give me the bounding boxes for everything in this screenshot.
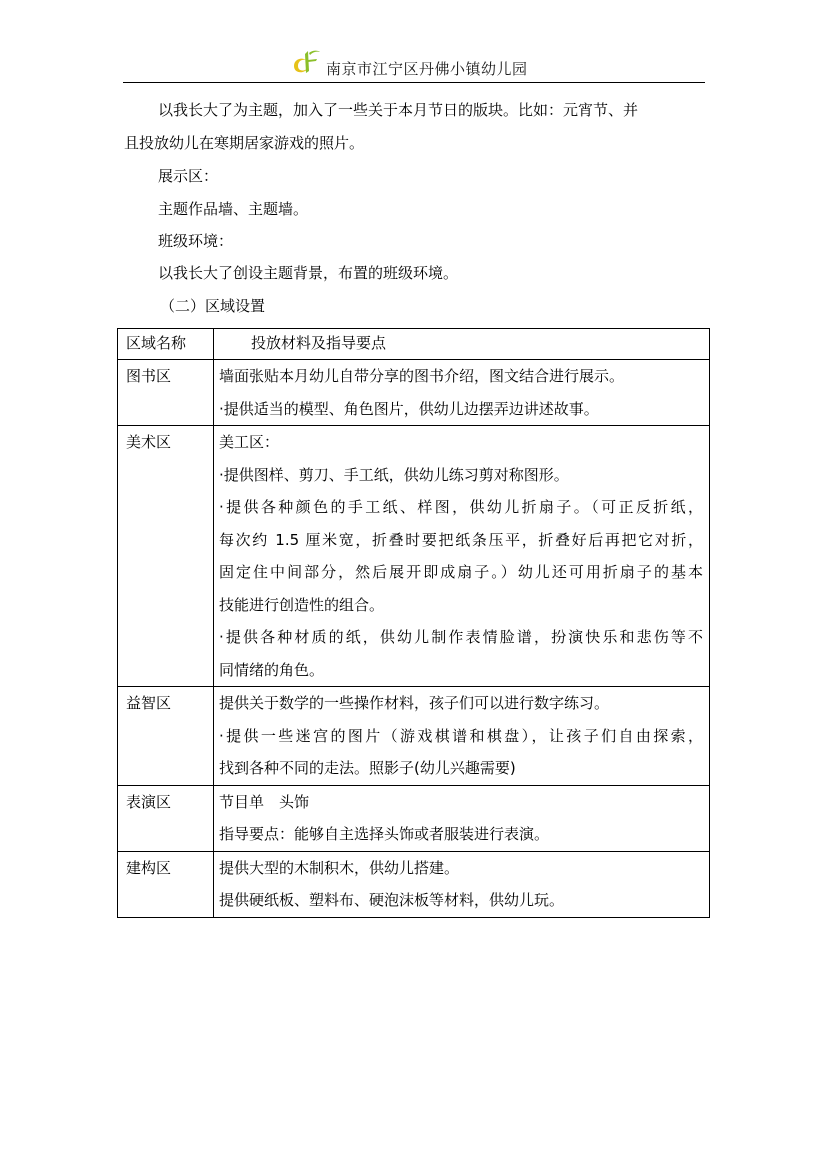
- content-line: 技能进行创造性的组合。: [219, 595, 385, 614]
- content-line: 找到各种不同的走法。照影子(幼儿兴趣需要): [219, 759, 516, 777]
- table-row: [118, 360, 710, 426]
- content-line: 每次约 1.5 厘米宽，折叠时要把纸条压平，折叠好后再把它对折，: [219, 530, 703, 549]
- table-header-row: [118, 329, 710, 360]
- content-line: 提供硬纸板、塑料布、硬泡沫板等材料，供幼儿玩。: [219, 891, 565, 909]
- area-name-cell: [118, 360, 214, 426]
- table-row: [118, 687, 710, 786]
- content-line: 节目单 头饰: [219, 792, 310, 811]
- area-name-cell: [118, 687, 214, 786]
- area-content-cell: [214, 687, 710, 786]
- paragraph-line: 班级环境：: [158, 232, 234, 250]
- content-line: 固定住中间部分，然后展开即成扇子。）幼儿还可用折扇子的基本: [219, 563, 703, 581]
- content-line: 指导要点：能够自主选择头饰或者服装进行表演。: [219, 825, 550, 843]
- area-content-cell: [214, 360, 710, 426]
- paragraph-line: 以我长大了创设主题背景，布置的班级环境。: [158, 264, 459, 282]
- content-line: 墙面张贴本月幼儿自带分享的图书介绍，图文结合进行展示。: [219, 367, 625, 385]
- content-line: 同情绪的角色。: [219, 660, 325, 679]
- area-name-cell: [118, 851, 214, 917]
- header-materials: 投放材料及指导要点: [251, 334, 387, 352]
- area-name: 美术区: [126, 433, 172, 451]
- area-name-cell: [118, 785, 214, 851]
- content-line: 提供关于数学的一些操作材料，孩子们可以进行数字练习。: [219, 694, 610, 712]
- area-name: 益智区: [126, 694, 172, 712]
- content-line: ·提供图样、剪刀、手工纸，供幼儿练习剪对称图形。: [219, 465, 569, 484]
- section-heading: （二）区域设置: [160, 297, 266, 315]
- content-line: ·提供各种颜色的手工纸、样图，供幼儿折扇子。（可正反折纸，: [219, 498, 703, 516]
- table-row: [118, 785, 710, 851]
- content-line: ·提供适当的模型、角色图片，供幼儿边摆弄边讲述故事。: [219, 399, 599, 418]
- area-content-cell: [214, 426, 710, 687]
- table-header-cell: [118, 329, 214, 360]
- area-name: 图书区: [126, 367, 172, 385]
- paragraph-line: 展示区：: [158, 167, 219, 185]
- content-line: 提供大型的木制积木，供幼儿搭建。: [219, 858, 460, 877]
- area-content-cell: [214, 851, 710, 917]
- kindergarten-logo: [288, 48, 322, 76]
- area-name: 建构区: [126, 858, 172, 877]
- area-content-cell: [214, 785, 710, 851]
- table-row: [118, 426, 710, 687]
- table-header-cell: [214, 329, 710, 360]
- paragraph-line: 且投放幼儿在寒期居家游戏的照片。: [124, 134, 365, 152]
- content-line: ·提供一些迷宫的图片（游戏棋谱和棋盘），让孩子们自由探索，: [219, 726, 703, 745]
- paragraph-line: 以我长大了为主题，加入了一些关于本月节日的版块。比如：元宵节、并: [158, 101, 639, 119]
- table-row: [118, 851, 710, 917]
- area-settings-table: [117, 328, 710, 918]
- page-header: [123, 44, 705, 83]
- header-title: 南京市江宁区丹佛小镇幼儿园: [326, 60, 528, 78]
- content-line: ·提供各种材质的纸，供幼儿制作表情脸谱，扮演快乐和悲伤等不: [219, 628, 703, 646]
- area-name: 表演区: [126, 792, 172, 811]
- content-line: 美工区：: [219, 433, 280, 451]
- header-area-name: 区域名称: [126, 334, 187, 352]
- paragraph-line: 主题作品墙、主题墙。: [158, 200, 309, 218]
- area-name-cell: [118, 426, 214, 687]
